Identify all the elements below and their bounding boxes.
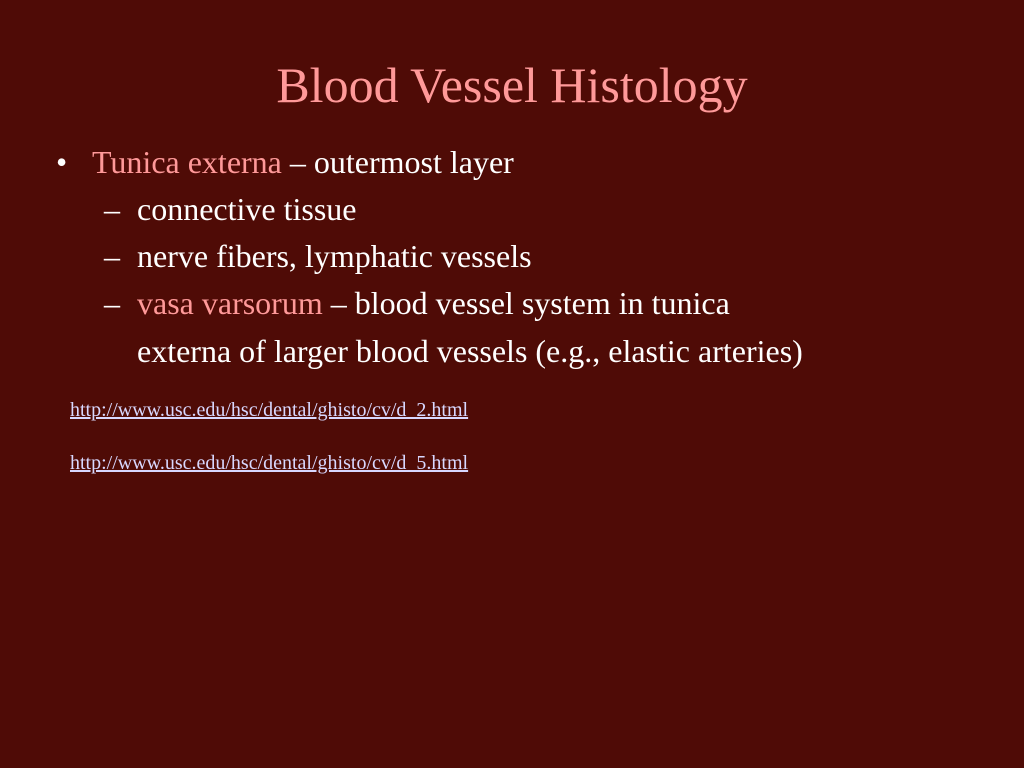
sub-item-text: nerve fibers, lymphatic vessels	[137, 238, 532, 274]
link-d2[interactable]: http://www.usc.edu/hsc/dental/ghisto/cv/d_2.html	[70, 399, 469, 421]
slide-title: Blood Vessel Histology	[276, 57, 748, 113]
bullet-marker: •	[56, 144, 68, 180]
sub-item-marker: –	[104, 191, 120, 227]
sub-item-vasa-varsorum	[104, 280, 730, 326]
bullet-term: Tunica externa	[92, 144, 282, 180]
link-d5[interactable]: http://www.usc.edu/hsc/dental/ghisto/cv/d_5.html	[70, 452, 469, 474]
sub-item-marker: –	[104, 238, 120, 274]
sub-item-term: vasa varsorum	[137, 285, 323, 321]
sub-item-connective-tissue	[104, 186, 356, 232]
bullet-text: – outermost layer	[281, 144, 514, 180]
sub-item-text: connective tissue	[137, 191, 357, 227]
sub-item-continuation: externa of larger blood vessels (e.g., elastic arteries)	[137, 333, 803, 369]
sub-item-text: – blood vessel system in tunica	[322, 285, 730, 321]
bullet-tunica-externa	[56, 140, 514, 184]
sub-item-marker: –	[104, 285, 120, 321]
sub-item-nerve-fibers	[104, 233, 532, 279]
